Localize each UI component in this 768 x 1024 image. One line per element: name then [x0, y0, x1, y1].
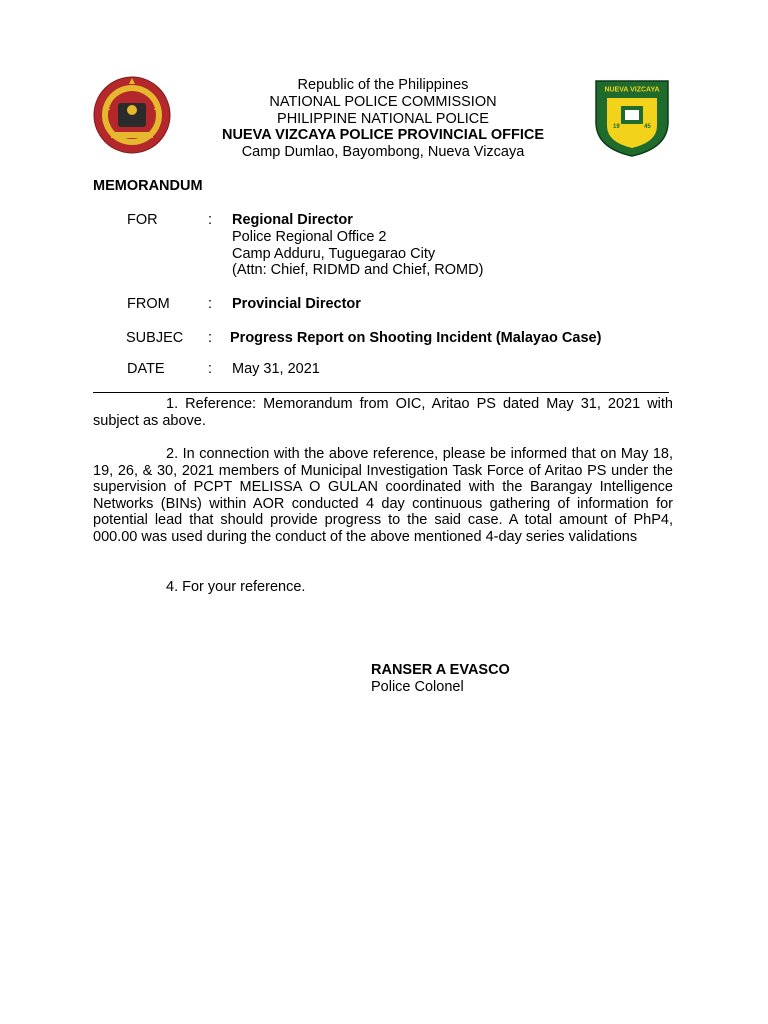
paragraph-2-text: 2. In connection with the above reference, please be informed that on May 18, 19, 26, & 30, 2021 members of Municipal Investigation Task Force of Aritao PS under the supervision of PCPT MELISSA O GULAN coordinated with the Barangay Intelligence Networks (BINs) within AOR conducted 4 day continuous gathering of information for potential lead that should provide progress to the said case. A total amount of PhP4, 000.00 was used during the conduct of the above mentioned 4-day series validations — [93, 446, 673, 545]
date-label: DATE — [127, 361, 165, 377]
shield-year-left: 19 — [613, 124, 620, 130]
signatory-name: RANSER A EVASCO — [371, 662, 510, 678]
paragraph-3-text: 4. For your reference. — [166, 579, 306, 595]
memo-title: MEMORANDUM — [93, 178, 203, 194]
signatory-rank: Police Colonel — [371, 679, 464, 695]
from-value: Provincial Director — [232, 296, 361, 312]
from-label: FROM — [127, 296, 170, 312]
divider-rule — [93, 392, 669, 393]
header-pnp: PHILIPPINE NATIONAL POLICE — [277, 110, 489, 127]
paragraph-1-text: 1. Reference: Memorandum from OIC, Aritao PS dated May 31, 2021 with subject as above. — [93, 396, 673, 429]
for-colon: : — [208, 212, 213, 228]
paragraph-1 — [93, 396, 673, 429]
subject-colon: : — [208, 330, 213, 346]
paragraph-3 — [93, 579, 673, 596]
pnp-seal-logo — [93, 76, 171, 154]
date-colon: : — [208, 361, 213, 377]
shield-year-right: 45 — [644, 124, 651, 130]
header-republic: Republic of the Philippines — [297, 77, 469, 93]
from-colon: : — [208, 296, 213, 312]
date-value: May 31, 2021 — [232, 361, 320, 377]
shield-title: NUEVA VIZCAYA — [604, 86, 660, 94]
for-line-1: Regional Director — [232, 212, 353, 228]
nueva-vizcaya-shield-logo — [593, 78, 671, 158]
paragraph-2 — [93, 446, 673, 545]
signature-block — [371, 662, 510, 696]
subject-label: SUBJEC — [126, 330, 184, 346]
header-address: Camp Dumlao, Bayombong, Nueva Vizcaya — [241, 144, 525, 161]
header-office: NUEVA VIZCAYA POLICE PROVINCIAL OFFICE — [221, 127, 544, 144]
for-line-4: (Attn: Chief, RIDMD and Chief, ROMD) — [232, 262, 484, 279]
subject-value: Progress Report on Shooting Incident (Malayao Case) — [230, 330, 602, 346]
for-recipient — [232, 212, 483, 279]
for-line-3: Camp Adduru, Tuguegarao City — [232, 245, 436, 262]
for-line-2: Police Regional Office 2 — [232, 228, 387, 245]
for-label: FOR — [127, 212, 158, 228]
header-napolcom: NATIONAL POLICE COMMISSION — [269, 93, 497, 110]
letterhead — [180, 77, 586, 161]
